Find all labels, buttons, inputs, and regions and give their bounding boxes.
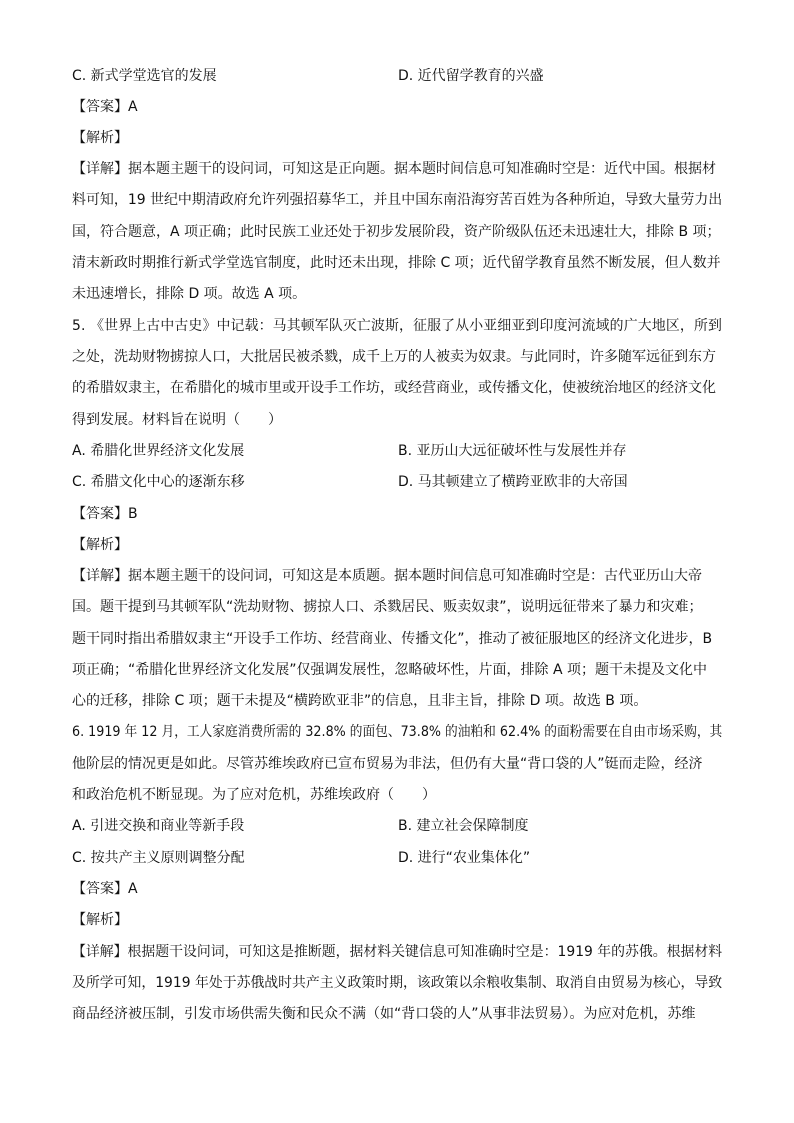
q5-detail-line: 题干同时指出希腊奴隶主“开设手工作坊、经营商业、传播文化”，推动了被征服地区的经济文化进步，B [72,631,713,647]
q6-analysis-heading: 【解析】 [72,912,128,928]
q5-detail-line: 项正确；“希腊化世界经济文化发展”仅强调发展性，忽略破坏性，片面，排除 A 项；题干未提及文化中 [72,662,707,678]
q5-detail-line: 国。题干提到马其顿军队“洗劫财物、掳掠人口、杀戮居民、贩卖奴隶”，说明远征带来了暴力和灾难； [72,599,703,615]
q4-detail-line: 未迅速增长，排除 D 项。故选 A 项。 [72,286,307,302]
q5-stem-line: 5. 《世界上古中古史》中记载：马其顿军队灭亡波斯，征服了从小亚细亚到印度河流域的广大地区，所到 [72,318,723,334]
q4-analysis-heading: 【解析】 [72,130,128,146]
q4-option-c: C. 新式学堂选官的发展 [72,68,217,84]
q4-detail-line: 【详解】据本题主题干的设问词，可知这是正向题。据本题时间信息可知准确时空是：近代中国。根据材 [72,161,716,177]
q6-option-a: A. 引进交换和商业等新手段 [72,818,245,834]
q5-option-c: C. 希腊文化中心的逐渐东移 [72,474,245,490]
q6-detail-line: 商品经济被压制，引发市场供需失衡和民众不满（如“背口袋的人”从事非法贸易）。为应对危机，苏维 [72,1006,696,1022]
q6-stem-line: 6. 1919 年 12 月，工人家庭消费所需的 32.8% 的面包、73.8% 的油粕和 62.4% 的面粉需要在自由市场采购，其 [72,724,723,740]
q4-answer: 【答案】A [72,99,138,115]
q6-option-d: D. 进行“农业集体化” [398,850,531,866]
q6-answer: 【答案】A [72,881,138,897]
q6-detail-line: 【详解】根据题干设问词，可知这是推断题，据材料关键信息可知准确时空是：1919 年的苏俄。根据材料 [72,944,723,960]
q5-answer: 【答案】B [72,506,138,522]
q5-option-b: B. 亚历山大远征破坏性与发展性并存 [398,443,627,459]
q5-stem-line: 得到发展。材料旨在说明（ ） [72,412,282,428]
q5-option-a: A. 希腊化世界经济文化发展 [72,443,245,459]
q4-detail-line: 料可知，19 世纪中期清政府允许列强招募华工，并且中国东南沿海穷苦百姓为各种所迫，导致大量劳力出 [72,192,723,208]
q5-stem-line: 之处，洗劫财物掳掠人口，大批居民被杀戮，成千上万的人被卖为奴隶。与此同时，许多随军远征到东方 [72,349,716,365]
q5-stem-line: 的希腊奴隶主，在希腊化的城市里或开设手工作坊，或经营商业，或传播文化，使被统治地区的经济文化 [72,380,716,396]
q5-detail-line: 【详解】据本题主题干的设问词，可知这是本质题。据本题时间信息可知准确时空是：古代亚历山大帝 [72,568,702,584]
q5-analysis-heading: 【解析】 [72,537,128,553]
q6-stem-line: 他阶层的情况更是如此。尽管苏维埃政府已宣布贸易为非法，但仍有大量“背口袋的人”铤而走险，经济 [72,756,703,772]
q6-detail-line: 及所学可知，1919 年处于苏俄战时共产主义政策时期，该政策以余粮收集制、取消自由贸易为核心，导致 [72,975,723,991]
q4-detail-line: 国，符合题意，A 项正确；此时民族工业还处于初步发展阶段，资产阶级队伍还未迅速壮大，排除 B 项； [72,224,721,240]
q6-stem-line: 和政治危机不断显现。为了应对危机，苏维埃政府（ ） [72,787,436,803]
q5-option-d: D. 马其顿建立了横跨亚欧非的大帝国 [398,474,628,490]
q4-option-d: D. 近代留学教育的兴盛 [398,68,544,84]
q5-detail-line: 心的迁移，排除 C 项；题干未提及“横跨欧亚非”的信息，且非主旨，排除 D 项。故选 B 项。 [72,693,648,709]
q4-detail-line: 清末新政时期推行新式学堂选官制度，此时还未出现，排除 C 项；近代留学教育虽然不断发展，但人数并 [72,255,721,271]
q6-option-c: C. 按共产主义原则调整分配 [72,850,245,866]
q6-option-b: B. 建立社会保障制度 [398,818,529,834]
